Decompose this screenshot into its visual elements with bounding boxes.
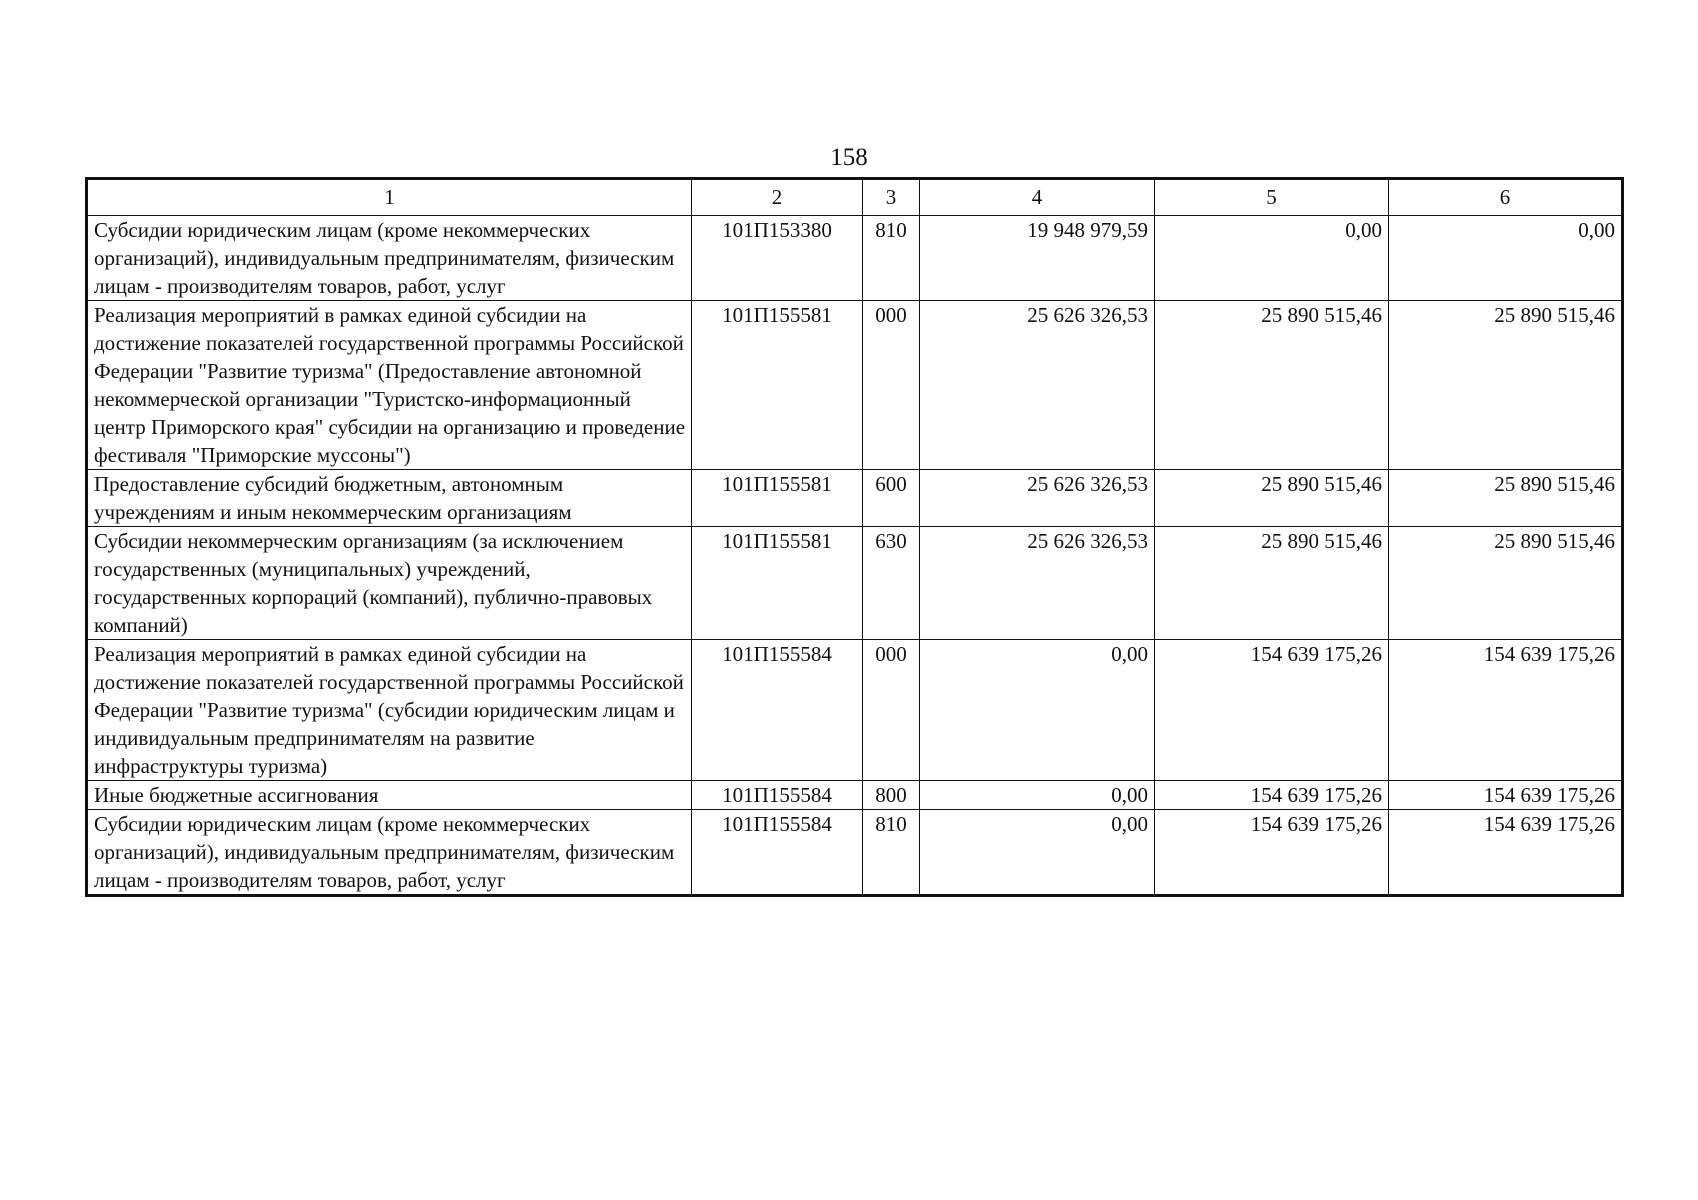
column-header-3: 3	[863, 179, 920, 216]
row-code: 101П155581	[692, 527, 863, 640]
budget-table	[85, 177, 1624, 897]
table-row	[87, 216, 1623, 301]
row-amount-4: 0,00	[920, 640, 1155, 781]
row-amount-5: 154 639 175,26	[1155, 640, 1389, 781]
row-amount-5: 25 890 515,46	[1155, 527, 1389, 640]
row-amount-6: 25 890 515,46	[1389, 470, 1623, 527]
row-code: 101П155581	[692, 470, 863, 527]
column-header-2: 2	[692, 179, 863, 216]
row-amount-5: 154 639 175,26	[1155, 810, 1389, 896]
row-amount-5: 25 890 515,46	[1155, 301, 1389, 470]
row-name: Субсидии юридическим лицам (кроме некоммерческих организаций), индивидуальным предпринимателям, физическим лицам - производителям товаров, работ, услуг	[87, 216, 692, 301]
row-expense-type: 810	[863, 810, 920, 896]
header-row	[87, 179, 1623, 216]
row-amount-6: 154 639 175,26	[1389, 640, 1623, 781]
row-amount-4: 19 948 979,59	[920, 216, 1155, 301]
row-amount-5: 0,00	[1155, 216, 1389, 301]
table-row	[87, 470, 1623, 527]
row-amount-6: 154 639 175,26	[1389, 810, 1623, 896]
row-code: 101П155584	[692, 781, 863, 810]
page-number: 158	[830, 144, 868, 171]
row-expense-type: 000	[863, 640, 920, 781]
row-name: Реализация мероприятий в рамках единой субсидии на достижение показателей государственной программы Российской Федерации "Развитие туризма" (Предоставление автономной некоммерческой организации "Туристско-информационный центр Приморского края" субсидии на организацию и проведение фестиваля "Приморские муссоны")	[87, 301, 692, 470]
column-header-5: 5	[1155, 179, 1389, 216]
row-amount-4: 25 626 326,53	[920, 527, 1155, 640]
row-code: 101П155584	[692, 640, 863, 781]
table-row	[87, 781, 1623, 810]
row-expense-type: 800	[863, 781, 920, 810]
row-amount-4: 0,00	[920, 781, 1155, 810]
row-code: 101П153380	[692, 216, 863, 301]
row-amount-6: 154 639 175,26	[1389, 781, 1623, 810]
table-header	[87, 179, 1623, 216]
column-header-4: 4	[920, 179, 1155, 216]
table-body	[87, 216, 1623, 896]
table-row	[87, 810, 1623, 896]
row-code: 101П155581	[692, 301, 863, 470]
row-expense-type: 000	[863, 301, 920, 470]
row-expense-type: 810	[863, 216, 920, 301]
row-amount-4: 25 626 326,53	[920, 301, 1155, 470]
table-row	[87, 527, 1623, 640]
row-expense-type: 600	[863, 470, 920, 527]
row-amount-6: 25 890 515,46	[1389, 527, 1623, 640]
row-name: Субсидии юридическим лицам (кроме некоммерческих организаций), индивидуальным предпринимателям, физическим лицам - производителям товаров, работ, услуг	[87, 810, 692, 896]
row-amount-6: 25 890 515,46	[1389, 301, 1623, 470]
row-amount-5: 25 890 515,46	[1155, 470, 1389, 527]
row-name: Реализация мероприятий в рамках единой субсидии на достижение показателей государственной программы Российской Федерации "Развитие туризма" (субсидии юридическим лицам и индивидуальным предпринимателям на развитие инфраструктуры туризма)	[87, 640, 692, 781]
row-amount-4: 0,00	[920, 810, 1155, 896]
row-expense-type: 630	[863, 527, 920, 640]
row-amount-5: 154 639 175,26	[1155, 781, 1389, 810]
row-code: 101П155584	[692, 810, 863, 896]
row-name: Субсидии некоммерческим организациям (за исключением государственных (муниципальных) учреждений, государственных корпораций (компаний), публично-правовых компаний)	[87, 527, 692, 640]
row-name: Предоставление субсидий бюджетным, автономным учреждениям и иным некоммерческим организациям	[87, 470, 692, 527]
row-amount-4: 25 626 326,53	[920, 470, 1155, 527]
column-header-1: 1	[87, 179, 692, 216]
table-row	[87, 640, 1623, 781]
column-header-6: 6	[1389, 179, 1623, 216]
table-row	[87, 301, 1623, 470]
row-name: Иные бюджетные ассигнования	[87, 781, 692, 810]
row-amount-6: 0,00	[1389, 216, 1623, 301]
